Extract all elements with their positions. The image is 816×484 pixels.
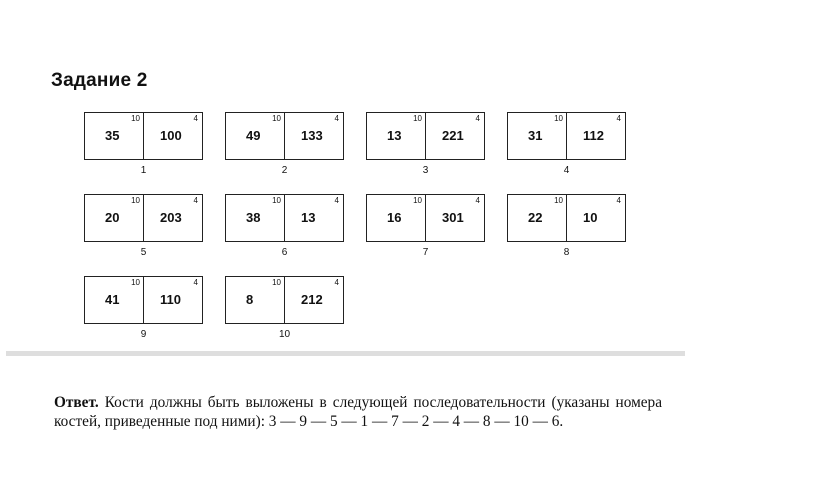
domino-number-caption: 1 — [140, 165, 147, 176]
domino-left-half — [367, 195, 426, 241]
section-divider — [6, 351, 685, 356]
domino-left-base: 10 — [413, 114, 422, 123]
answer-lead: Ответ. — [54, 394, 99, 411]
domino-number-caption: 2 — [281, 165, 288, 176]
domino-left-base: 10 — [554, 196, 563, 205]
domino-right-base: 4 — [616, 114, 621, 123]
domino-right-value: 10 — [583, 210, 598, 225]
domino-right-half — [567, 113, 625, 159]
domino-right-half — [144, 195, 202, 241]
domino-left-half — [85, 277, 144, 323]
domino-9 — [84, 276, 203, 324]
domino-left-base: 10 — [272, 278, 281, 287]
domino-right-value: 133 — [301, 128, 323, 143]
domino-left-half — [226, 195, 285, 241]
domino-left-half — [508, 195, 567, 241]
domino-left-value: 35 — [105, 128, 120, 143]
domino-right-value: 203 — [160, 210, 182, 225]
domino-number-caption: 3 — [422, 165, 429, 176]
domino-right-base: 4 — [193, 196, 198, 205]
domino-right-base: 4 — [193, 278, 198, 287]
domino-3 — [366, 112, 485, 160]
domino-left-value: 41 — [105, 292, 120, 307]
domino-4 — [507, 112, 626, 160]
domino-right-value: 212 — [301, 292, 323, 307]
domino-left-base: 10 — [413, 196, 422, 205]
domino-left-value: 13 — [387, 128, 402, 143]
domino-6 — [225, 194, 344, 242]
domino-number-caption: 10 — [278, 329, 291, 340]
domino-7 — [366, 194, 485, 242]
domino-right-base: 4 — [334, 114, 339, 123]
domino-right-half — [567, 195, 625, 241]
domino-left-base: 10 — [272, 114, 281, 123]
domino-left-value: 38 — [246, 210, 261, 225]
domino-2 — [225, 112, 344, 160]
domino-right-base: 4 — [475, 196, 480, 205]
domino-left-half — [367, 113, 426, 159]
domino-number-caption: 4 — [563, 165, 570, 176]
domino-right-half — [285, 195, 343, 241]
domino-left-half — [226, 277, 285, 323]
domino-right-half — [285, 277, 343, 323]
domino-5 — [84, 194, 203, 242]
domino-number-caption: 7 — [422, 247, 429, 258]
domino-1 — [84, 112, 203, 160]
domino-right-half — [426, 113, 484, 159]
task-title: Задание 2 — [51, 70, 148, 91]
domino-left-half — [226, 113, 285, 159]
domino-left-value: 31 — [528, 128, 543, 143]
domino-right-base: 4 — [334, 278, 339, 287]
domino-number-caption: 9 — [140, 329, 147, 340]
domino-10 — [225, 276, 344, 324]
domino-8 — [507, 194, 626, 242]
domino-right-half — [144, 113, 202, 159]
domino-number-caption: 8 — [563, 247, 570, 258]
domino-number-caption: 6 — [281, 247, 288, 258]
domino-right-base: 4 — [193, 114, 198, 123]
domino-left-value: 20 — [105, 210, 120, 225]
domino-left-base: 10 — [131, 114, 140, 123]
domino-number-caption: 5 — [140, 247, 147, 258]
domino-right-value: 301 — [442, 210, 464, 225]
answer-paragraph — [54, 393, 662, 431]
domino-left-value: 49 — [246, 128, 261, 143]
domino-left-half — [85, 113, 144, 159]
domino-left-base: 10 — [131, 278, 140, 287]
domino-left-half — [508, 113, 567, 159]
domino-right-value: 100 — [160, 128, 182, 143]
domino-left-value: 16 — [387, 210, 402, 225]
domino-left-base: 10 — [131, 196, 140, 205]
domino-left-half — [85, 195, 144, 241]
domino-left-base: 10 — [272, 196, 281, 205]
domino-right-base: 4 — [334, 196, 339, 205]
domino-right-value: 110 — [160, 292, 181, 307]
domino-right-base: 4 — [616, 196, 621, 205]
domino-right-half — [426, 195, 484, 241]
domino-left-value: 22 — [528, 210, 543, 225]
domino-left-value: 8 — [246, 292, 254, 307]
domino-right-value: 13 — [301, 210, 316, 225]
domino-right-base: 4 — [475, 114, 480, 123]
answer-text: Кости должны быть выложены в следующей последовательности (указаны номера костей, приведенные под ними): 3 — 9 — 5 — 1 — 7 — 2 — 4 — 8 — 10 — 6. — [54, 394, 662, 430]
domino-right-value: 221 — [442, 128, 464, 143]
domino-right-half — [144, 277, 202, 323]
domino-right-value: 112 — [583, 128, 604, 143]
domino-right-half — [285, 113, 343, 159]
domino-left-base: 10 — [554, 114, 563, 123]
